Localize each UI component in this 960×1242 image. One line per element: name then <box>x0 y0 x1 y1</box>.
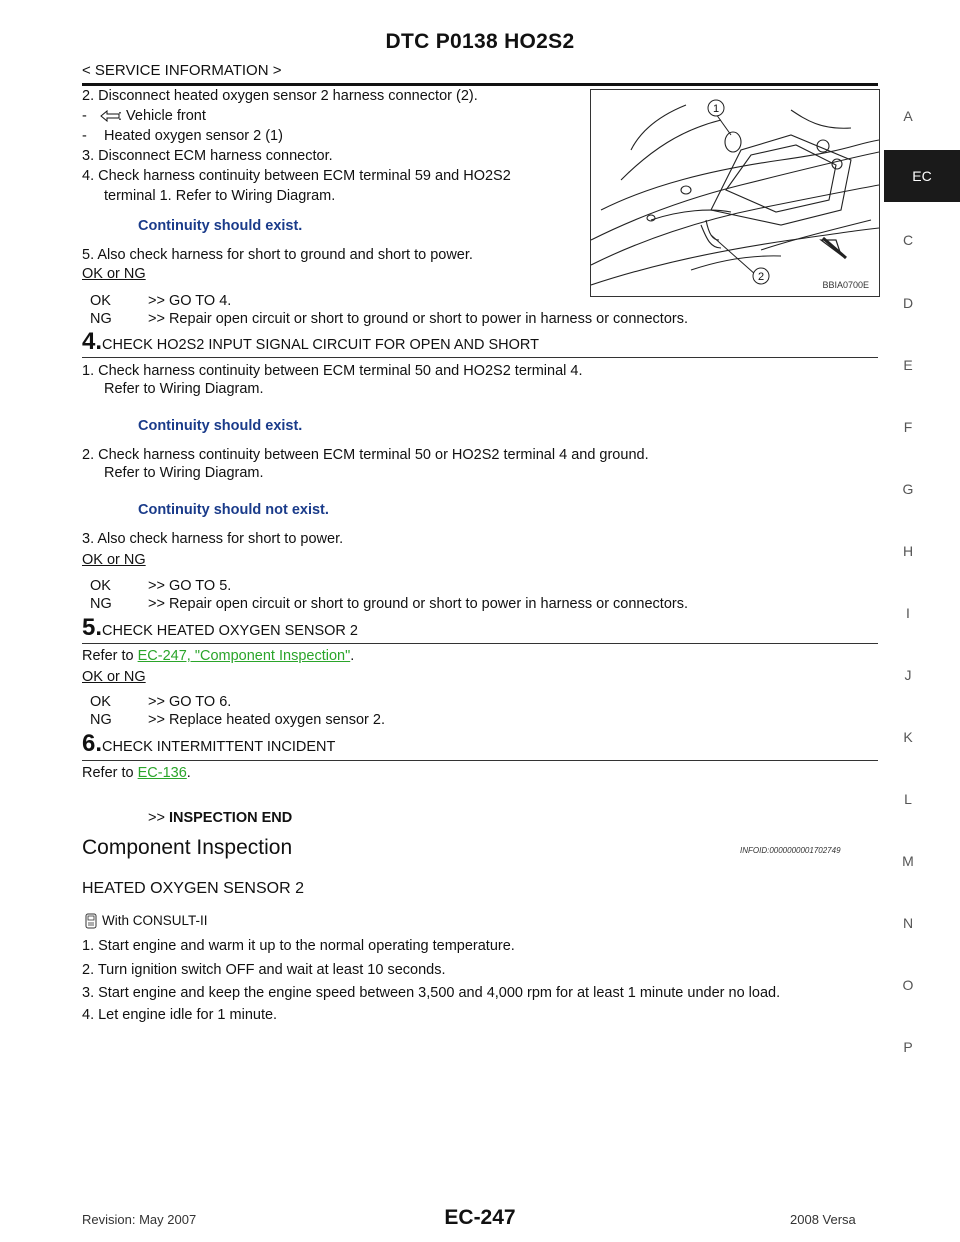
page-number: EC-247 <box>444 1206 516 1229</box>
step3-vehicle-front: : Vehicle front <box>118 108 206 124</box>
step5-okng: OK or NG <box>82 669 146 685</box>
step6-refer-suffix: . <box>186 765 191 781</box>
step4-line-1a: 1. Check harness continuity between ECM terminal 50 and HO2S2 terminal 4. <box>82 363 583 379</box>
side-index-ec-active[interactable]: EC <box>884 150 960 202</box>
component-infoid: INFOID:0000000001702749 <box>740 846 841 855</box>
side-index-k[interactable]: K <box>903 729 913 745</box>
side-index-o[interactable]: O <box>902 977 914 993</box>
step5-refer-prefix: Refer to <box>82 648 138 664</box>
side-index-g[interactable]: G <box>902 481 914 497</box>
step6-rule <box>82 760 878 761</box>
vehicle-front-arrow-icon <box>100 109 120 127</box>
step6-refer <box>82 763 191 783</box>
step6-refer-prefix: Refer to <box>82 765 138 781</box>
step4-heading <box>82 328 539 356</box>
step4-number: 4. <box>82 328 103 355</box>
step6-title: CHECK INTERMITTENT INCIDENT <box>102 739 336 755</box>
step6-end-text: INSPECTION END <box>168 810 293 826</box>
step4-okng: OK or NG <box>82 552 146 568</box>
step4-ok-text: >> GO TO 5. <box>148 578 232 594</box>
step5-rule <box>82 643 878 644</box>
vehicle-underside-illustration <box>591 90 879 296</box>
ec-136-link[interactable]: EC-136 <box>137 765 187 781</box>
step3-line-disconnect-ecm: 3. Disconnect ECM harness connector. <box>82 148 333 164</box>
step3-ok-label: OK <box>90 293 111 309</box>
side-index-f[interactable]: F <box>903 419 913 435</box>
step5-ng-text: >> Replace heated oxygen sensor 2. <box>148 712 385 728</box>
step4-line-3: 3. Also check harness for short to power. <box>82 531 344 547</box>
side-index-n[interactable]: N <box>902 915 914 931</box>
component-step-4: 4. Let engine idle for 1 minute. <box>82 1007 278 1023</box>
component-inspection-link[interactable]: EC-247, "Component Inspection" <box>137 648 351 664</box>
page-title: DTC P0138 HO2S2 <box>385 30 575 53</box>
step6-number: 6. <box>82 730 103 757</box>
step3-dash-2: - <box>82 128 87 144</box>
step3-ng-text: >> Repair open circuit or short to ground or short to power in harness or connectors. <box>148 311 689 327</box>
step5-refer-suffix: . <box>350 648 355 664</box>
side-index-c[interactable]: C <box>902 232 914 248</box>
component-step-1: 1. Start engine and warm it up to the normal operating temperature. <box>82 938 515 954</box>
step4-spec-1: Continuity should exist. <box>138 418 303 434</box>
step6-end-arrow: >> <box>148 810 169 826</box>
step4-ng-text: >> Repair open circuit or short to ground or short to power in harness or connectors. <box>148 596 689 612</box>
side-index-h[interactable]: H <box>902 543 914 559</box>
step4-title: CHECK HO2S2 INPUT SIGNAL CIRCUIT FOR OPEN AND SHORT <box>102 337 539 353</box>
step6-end <box>148 808 292 828</box>
callout-1: 1 <box>712 103 720 115</box>
side-index-m[interactable]: M <box>902 853 914 869</box>
footer-model: 2008 Versa <box>790 1212 856 1227</box>
step4-line-2b: Refer to Wiring Diagram. <box>104 465 264 481</box>
step5-title: CHECK HEATED OXYGEN SENSOR 2 <box>102 623 358 639</box>
step5-number: 5. <box>82 614 103 641</box>
side-index-l[interactable]: L <box>904 791 912 807</box>
step3-sensor-label: Heated oxygen sensor 2 (1) <box>104 128 283 144</box>
side-index-d[interactable]: D <box>902 295 914 311</box>
step3-line-check-continuity: 4. Check harness continuity between ECM terminal 59 and HO2S2 <box>82 168 511 184</box>
step4-spec-2: Continuity should not exist. <box>138 502 329 518</box>
step3-spec: Continuity should exist. <box>138 218 303 234</box>
callout-2: 2 <box>757 271 765 283</box>
step5-heading <box>82 614 358 642</box>
consult-tool-icon <box>84 913 98 934</box>
section-breadcrumb: < SERVICE INFORMATION > <box>82 62 282 79</box>
side-index-e[interactable]: E <box>903 357 913 373</box>
step4-line-1b: Refer to Wiring Diagram. <box>104 381 264 397</box>
component-inspection-title: Component Inspection <box>82 836 293 859</box>
side-index-i[interactable]: I <box>906 605 910 621</box>
step3-ok-text: >> GO TO 4. <box>148 293 232 309</box>
consult-label: With CONSULT-II <box>102 913 208 928</box>
step5-refer <box>82 646 354 666</box>
step3-okng: OK or NG <box>82 266 146 282</box>
side-index-j[interactable]: J <box>904 667 912 683</box>
component-step-2: 2. Turn ignition switch OFF and wait at least 10 seconds. <box>82 962 446 978</box>
component-step-3: 3. Start engine and keep the engine speed between 3,500 and 4,000 rpm for at least 1 minute under no load. <box>82 985 781 1001</box>
step3-dash-1: - <box>82 108 87 124</box>
side-index-p[interactable]: P <box>903 1039 913 1055</box>
step5-ok-text: >> GO TO 6. <box>148 694 232 710</box>
step4-line-2a: 2. Check harness continuity between ECM terminal 50 or HO2S2 terminal 4 and ground. <box>82 447 649 463</box>
sensor-location-figure <box>590 89 880 297</box>
step4-ok-label: OK <box>90 578 111 594</box>
step3-line-disconnect-sensor: 2. Disconnect heated oxygen sensor 2 harness connector (2). <box>82 88 478 104</box>
step5-ng-label: NG <box>90 712 112 728</box>
step3-line-short-check: 5. Also check harness for short to ground and short to power. <box>82 247 473 263</box>
component-subtitle: HEATED OXYGEN SENSOR 2 <box>82 880 304 897</box>
side-index-a[interactable]: A <box>903 108 913 124</box>
step4-rule <box>82 357 878 358</box>
step3-ng-label: NG <box>90 311 112 327</box>
step5-ok-label: OK <box>90 694 111 710</box>
step6-heading <box>82 730 335 758</box>
figure-code: BBIA0700E <box>822 280 869 290</box>
step3-line-terminal: terminal 1. Refer to Wiring Diagram. <box>104 188 336 204</box>
step4-ng-label: NG <box>90 596 112 612</box>
footer-revision: Revision: May 2007 <box>82 1212 197 1227</box>
